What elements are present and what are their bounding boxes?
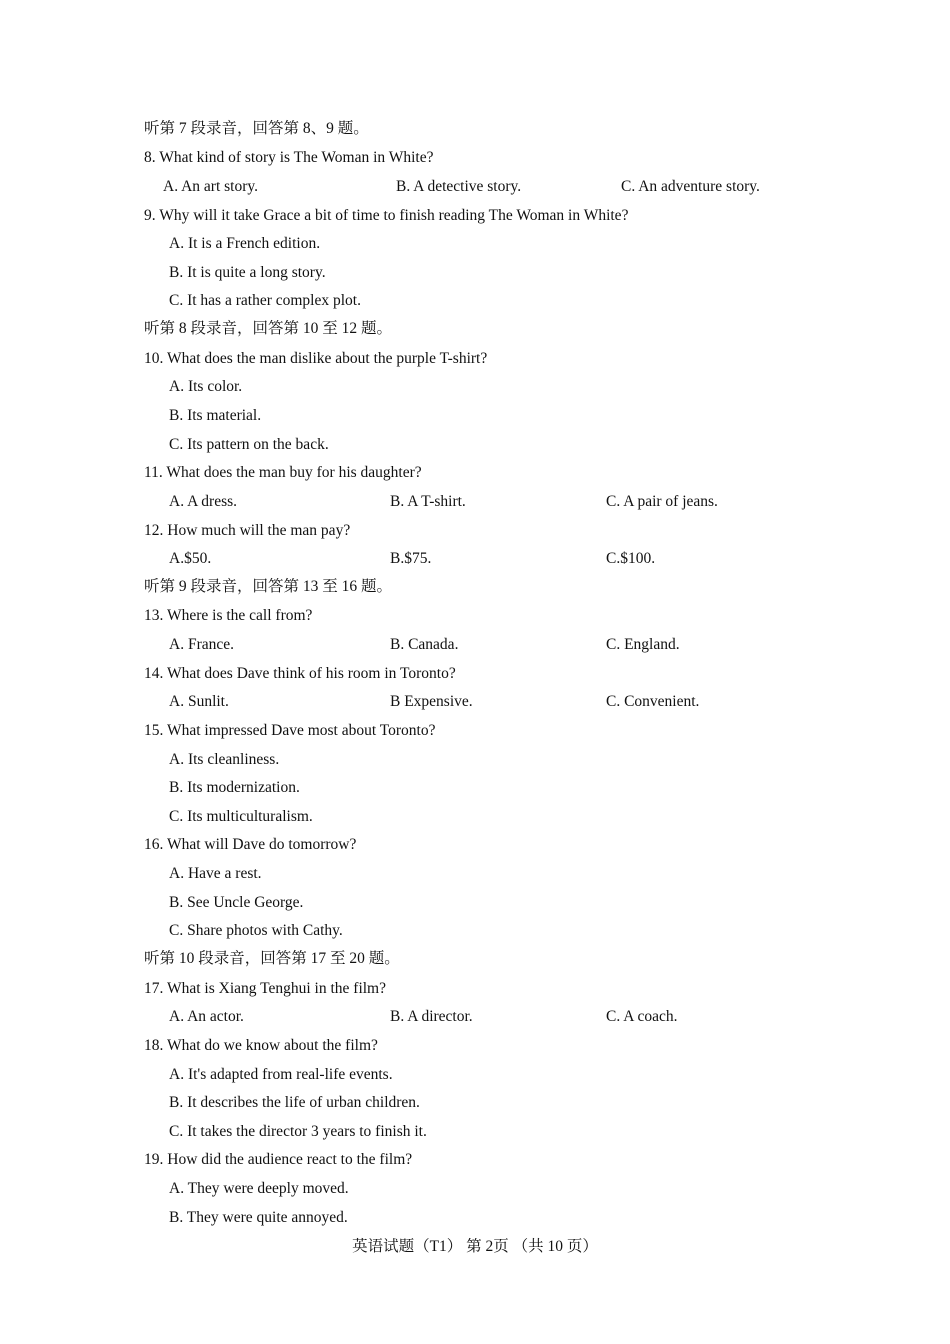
question-8-option-b: B. A detective story. bbox=[396, 178, 522, 195]
question-17-option-a: A. An actor. bbox=[169, 1008, 244, 1025]
question-15-option-b: B. Its modernization. bbox=[169, 779, 300, 796]
question-17-option-b: B. A director. bbox=[390, 1008, 473, 1025]
question-15: 15. What impressed Dave most about Toronto? bbox=[144, 722, 436, 739]
question-14-option-b: B Expensive. bbox=[390, 693, 473, 710]
section-heading-9: 听第 9 段录音，回答第 13 至 16 题。 bbox=[144, 578, 393, 595]
question-13: 13. Where is the call from? bbox=[144, 607, 313, 624]
question-18-option-b: B. It describes the life of urban children. bbox=[169, 1094, 420, 1111]
question-13-option-a: A. France. bbox=[169, 636, 234, 653]
question-9-option-b: B. It is quite a long story. bbox=[169, 264, 326, 281]
question-19-option-b: B. They were quite annoyed. bbox=[169, 1209, 348, 1226]
question-15-option-a: A. Its cleanliness. bbox=[169, 751, 280, 768]
question-10-option-a: A. Its color. bbox=[169, 378, 243, 395]
question-10-option-c: C. Its pattern on the back. bbox=[169, 436, 329, 453]
question-16-option-a: A. Have a rest. bbox=[169, 865, 262, 882]
section-heading-8: 听第 8 段录音，回答第 10 至 12 题。 bbox=[144, 320, 393, 337]
question-18-option-a: A. It's adapted from real-life events. bbox=[169, 1066, 393, 1083]
question-16-option-c: C. Share photos with Cathy. bbox=[169, 922, 343, 939]
question-17: 17. What is Xiang Tenghui in the film? bbox=[144, 980, 386, 997]
question-14-option-c: C. Convenient. bbox=[606, 693, 700, 710]
question-10: 10. What does the man dislike about the purple T-shirt? bbox=[144, 350, 488, 367]
question-17-option-c: C. A coach. bbox=[606, 1008, 678, 1025]
question-11: 11. What does the man buy for his daughter? bbox=[144, 464, 422, 481]
question-9-option-a: A. It is a French edition. bbox=[169, 235, 321, 252]
question-13-option-b: B. Canada. bbox=[390, 636, 459, 653]
question-13-option-c: C. England. bbox=[606, 636, 680, 653]
question-8: 8. What kind of story is The Woman in White? bbox=[144, 149, 434, 166]
question-14-option-a: A. Sunlit. bbox=[169, 693, 229, 710]
question-18: 18. What do we know about the film? bbox=[144, 1037, 378, 1054]
question-16-option-b: B. See Uncle George. bbox=[169, 894, 304, 911]
question-10-option-b: B. Its material. bbox=[169, 407, 262, 424]
question-12-option-b: B.$75. bbox=[390, 550, 432, 567]
question-18-option-c: C. It takes the director 3 years to finish it. bbox=[169, 1123, 427, 1140]
question-15-option-c: C. Its multiculturalism. bbox=[169, 808, 313, 825]
question-9-option-c: C. It has a rather complex plot. bbox=[169, 292, 361, 309]
question-12-option-a: A.$50. bbox=[169, 550, 212, 567]
question-14: 14. What does Dave think of his room in Toronto? bbox=[144, 665, 456, 682]
question-12: 12. How much will the man pay? bbox=[144, 522, 351, 539]
question-9: 9. Why will it take Grace a bit of time to finish reading The Woman in White? bbox=[144, 207, 629, 224]
question-16: 16. What will Dave do tomorrow? bbox=[144, 836, 357, 853]
question-8-option-a: A. An art story. bbox=[163, 178, 258, 195]
section-heading-10: 听第 10 段录音，回答第 17 至 20 题。 bbox=[144, 950, 400, 967]
question-11-option-b: B. A T-shirt. bbox=[390, 493, 466, 510]
section-heading-7: 听第 7 段录音，回答第 8、9 题。 bbox=[144, 120, 369, 137]
question-19: 19. How did the audience react to the film? bbox=[144, 1151, 413, 1168]
page-footer: 英语试题（T1） 第 2页 （共 10 页） bbox=[352, 1238, 598, 1255]
question-19-option-a: A. They were deeply moved. bbox=[169, 1180, 349, 1197]
question-12-option-c: C.$100. bbox=[606, 550, 656, 567]
question-11-option-c: C. A pair of jeans. bbox=[606, 493, 718, 510]
question-11-option-a: A. A dress. bbox=[169, 493, 238, 510]
question-8-option-c: C. An adventure story. bbox=[621, 178, 760, 195]
